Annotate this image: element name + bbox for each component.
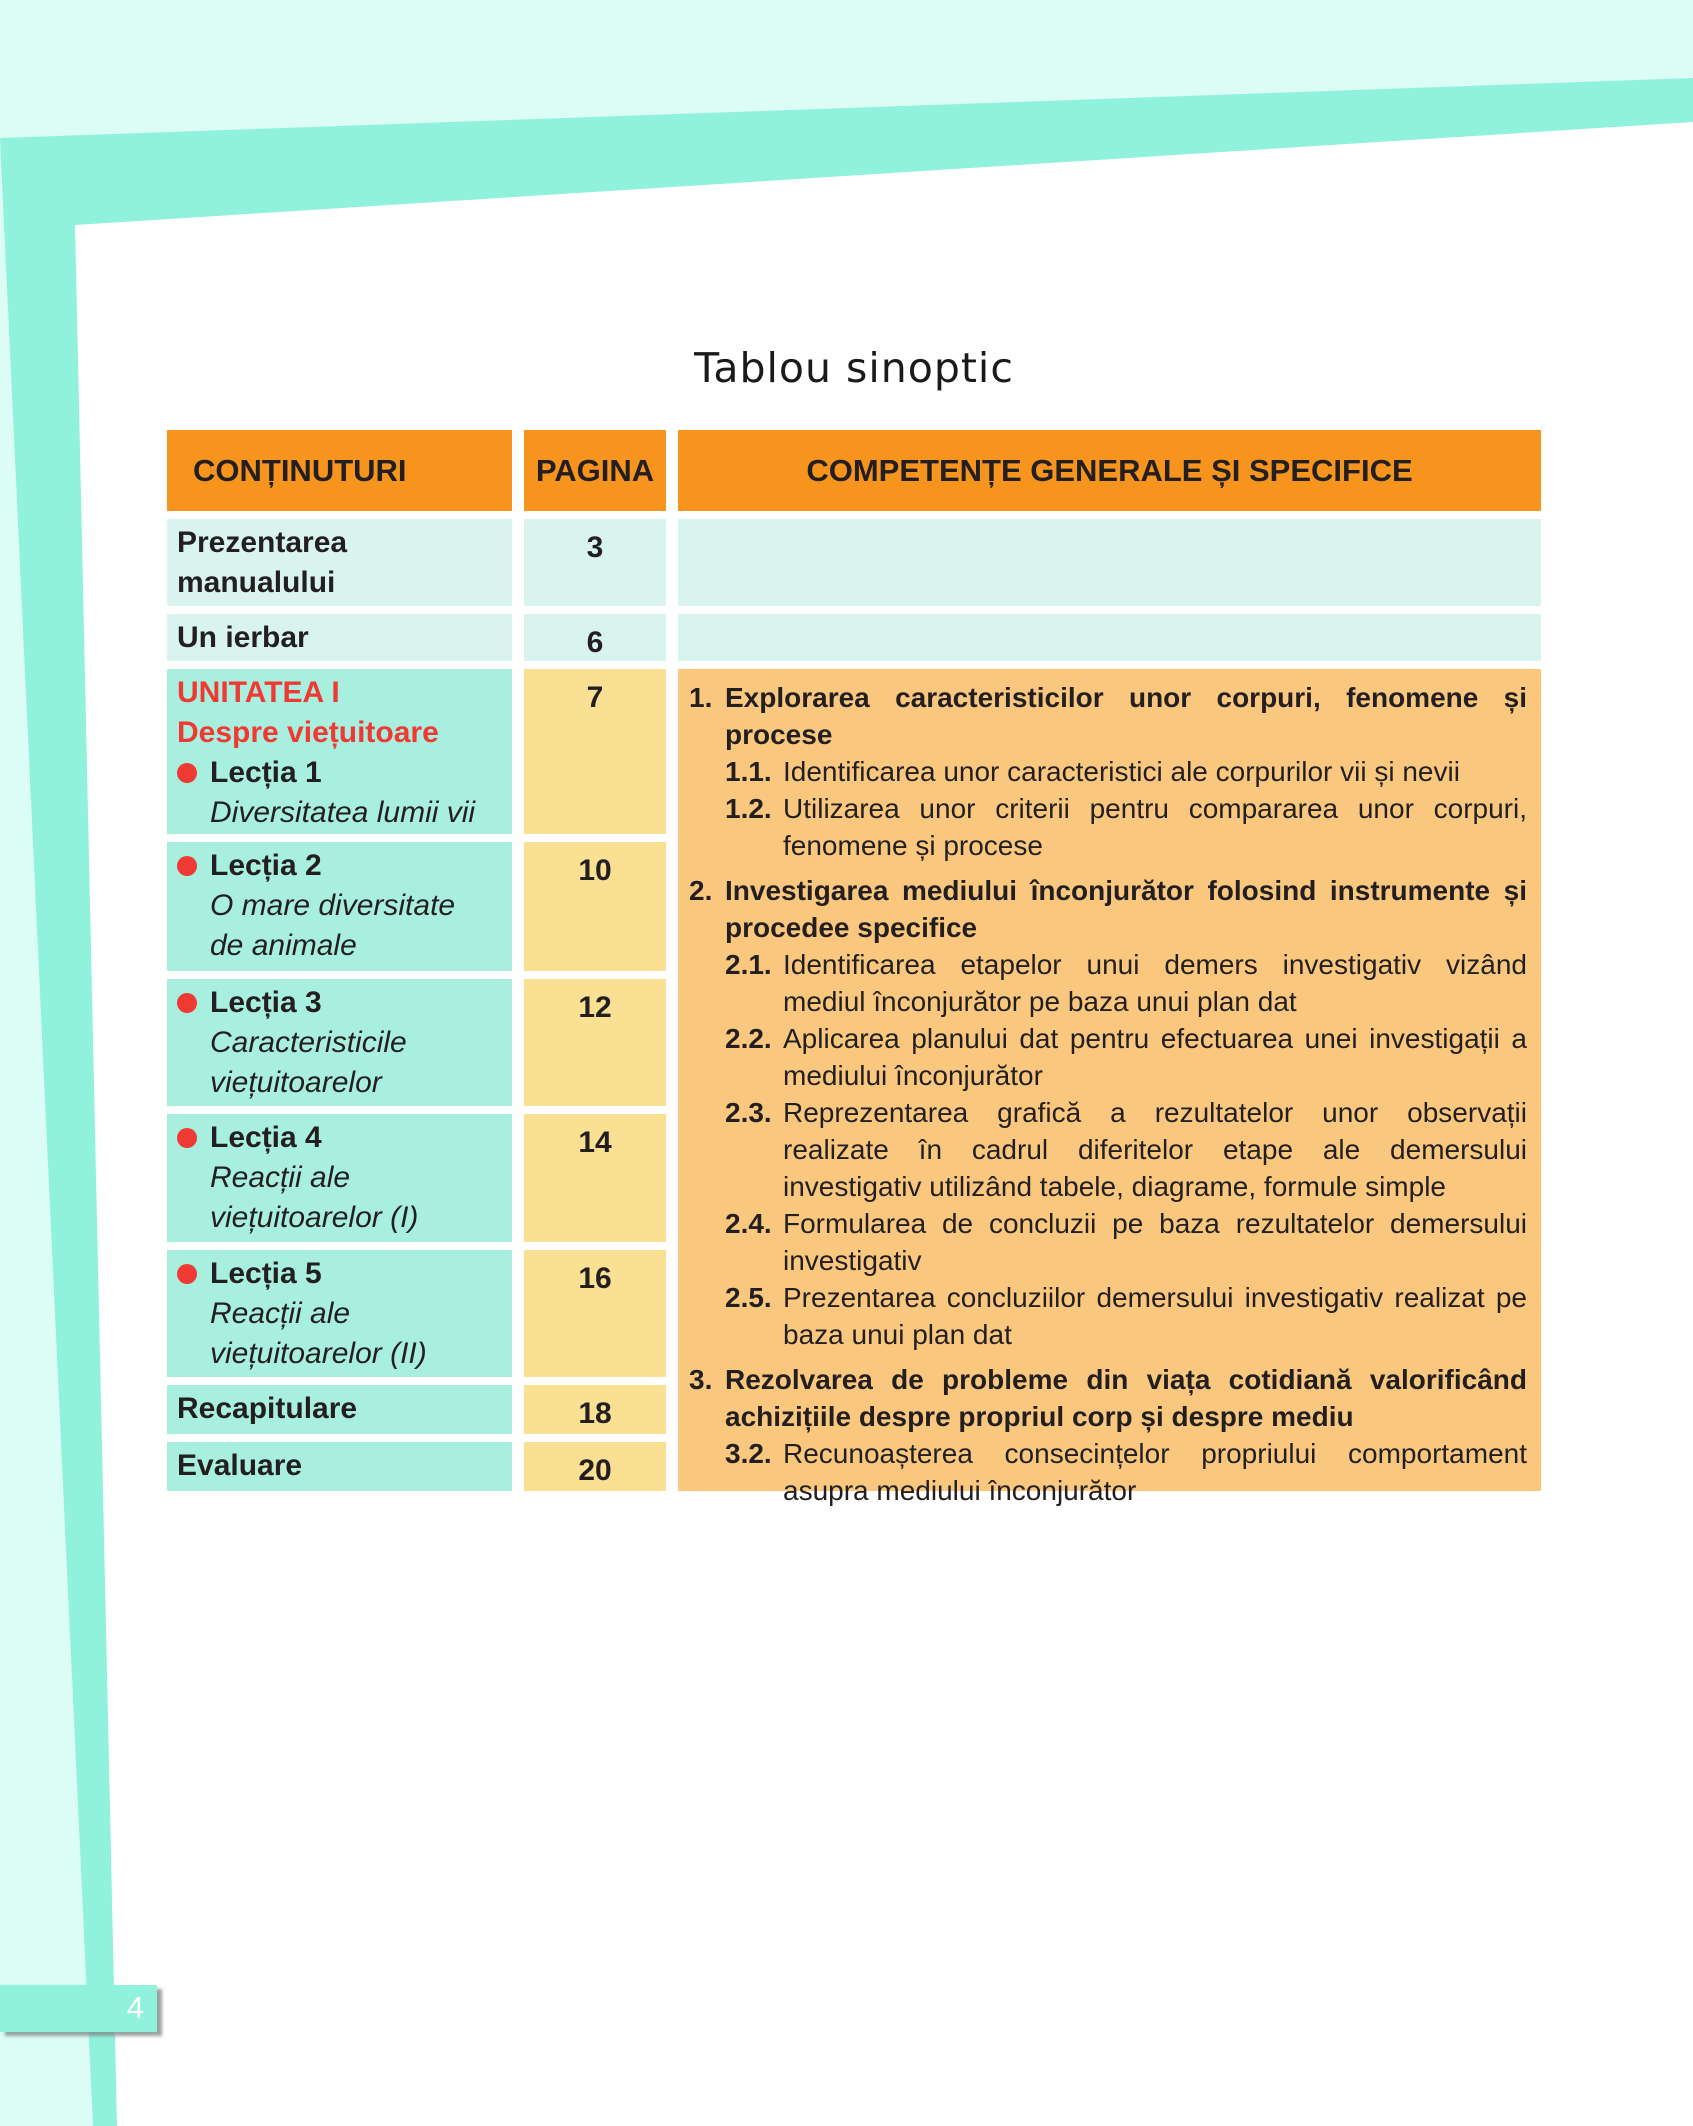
unit-subtitle: Despre viețuitoare: [177, 716, 439, 749]
lesson-name: Lecția 2: [210, 849, 322, 882]
competency-number: 1.: [689, 682, 713, 713]
page-number-badge: [0, 1985, 157, 2032]
table-row-page: 10: [524, 842, 666, 971]
subcompetency-number: 1.1.: [725, 756, 772, 787]
subcompetency-number: 2.4.: [725, 1208, 772, 1239]
subcompetency-text: Utilizarea unor criterii pentru compararea unor corpuri, fenomene și procese: [783, 793, 1527, 861]
table-row-page: 6: [524, 614, 666, 661]
lesson-row-cell: [167, 979, 512, 1106]
lesson-subtitle: Reacții ale viețuitoarelor (II): [210, 1297, 427, 1370]
subcompetency-number: 2.2.: [725, 1023, 772, 1054]
lesson-row-cell: [167, 1114, 512, 1242]
competency-text: Rezolvarea de probleme din viața cotidiană valorificând achizițiile despre propriul corp și despre mediu: [725, 1364, 1527, 1432]
subcompetency-number: 2.3.: [725, 1097, 772, 1128]
lesson-row-cell: [167, 842, 512, 971]
table-row-page: 20: [524, 1442, 666, 1491]
page-title: Tablou sinoptic: [694, 344, 1014, 392]
unit-title: UNITATEA I: [177, 676, 340, 709]
table-row-label: Prezentarea manualului: [167, 519, 512, 606]
empty-cell: [678, 614, 1541, 661]
header-contents: CONȚINUTURI: [167, 430, 512, 511]
subcompetency-text: Prezentarea concluziilor demersului investigativ realizat pe baza unui plan dat: [783, 1282, 1527, 1350]
subcompetency-number: 1.2.: [725, 793, 772, 824]
lesson-name: Lecția 3: [210, 986, 322, 1019]
lesson-bullet-icon: [177, 1128, 197, 1148]
empty-cell: [678, 519, 1541, 606]
table-row-page: 12: [524, 979, 666, 1106]
table-row-page: 16: [524, 1250, 666, 1377]
subcompetency-text: Identificarea etapelor unui demers investigativ vizând mediul înconjurător pe baza unui plan dat: [783, 949, 1527, 1017]
subcompetency-number: 2.1.: [725, 949, 772, 980]
competency-number: 2.: [689, 875, 713, 906]
lesson-bullet-icon: [177, 856, 197, 876]
subcompetency-number: 3.2.: [725, 1438, 772, 1469]
table-row-page: 14: [524, 1114, 666, 1242]
lesson-subtitle: Reacții ale viețuitoarelor (I): [210, 1161, 419, 1234]
lesson-bullet-icon: [177, 993, 197, 1013]
lesson-name: Lecția 5: [210, 1257, 322, 1290]
lesson-bullet-icon: [177, 763, 197, 783]
table-row-label: Evaluare: [167, 1442, 512, 1491]
table-row-page: 3: [524, 519, 666, 606]
subcompetency-text: Reprezentarea grafică a rezultatelor unor observații realizate în cadrul diferitelor etape ale demersului investigativ utilizând tabele, diagrame, formule simple: [783, 1097, 1527, 1202]
lesson-subtitle: Caracteristicile viețuitoarelor: [210, 1026, 407, 1099]
lesson-bullet-icon: [177, 1264, 197, 1284]
table-row-page: 7: [524, 669, 666, 834]
subcompetency-text: Identificarea unor caracteristici ale corpurilor vii și nevii: [783, 756, 1460, 787]
lesson-row-cell: [167, 1250, 512, 1377]
competency-group: [689, 1361, 1527, 1509]
synoptic-table: [167, 430, 1541, 1506]
competency-group: [689, 679, 1527, 864]
subcompetency-text: Formularea de concluzii pe baza rezultatelor demersului investigativ: [783, 1208, 1527, 1276]
page-number: 4: [126, 1990, 144, 2025]
subcompetency-text: Recunoașterea consecințelor propriului comportament asupra mediului înconjurător: [783, 1438, 1527, 1506]
competency-text: Investigarea mediului înconjurător folosind instrumente și procedee specifice: [725, 875, 1527, 943]
lesson-name: Lecția 4: [210, 1121, 322, 1154]
subcompetency-text: Aplicarea planului dat pentru efectuarea unei investigații a mediului înconjurător: [783, 1023, 1527, 1091]
header-competences: COMPETENȚE GENERALE ȘI SPECIFICE: [678, 430, 1541, 511]
table-row-page: 18: [524, 1385, 666, 1434]
header-page: PAGINA: [524, 430, 666, 511]
unit-row: [167, 669, 512, 834]
lesson-subtitle: Diversitatea lumii vii: [210, 796, 476, 829]
subcompetency-number: 2.5.: [725, 1282, 772, 1313]
competency-text: Explorarea caracteristicilor unor corpuri, fenomene și procese: [725, 682, 1527, 750]
lesson-subtitle: O mare diversitate de animale: [210, 889, 456, 962]
table-row-label: Recapitulare: [167, 1385, 512, 1434]
competency-number: 3.: [689, 1364, 713, 1395]
table-row-label: Un ierbar: [167, 614, 512, 661]
lesson-name: Lecția 1: [210, 756, 322, 789]
competency-group: [689, 872, 1527, 1353]
competencies-cell: [678, 669, 1541, 1506]
